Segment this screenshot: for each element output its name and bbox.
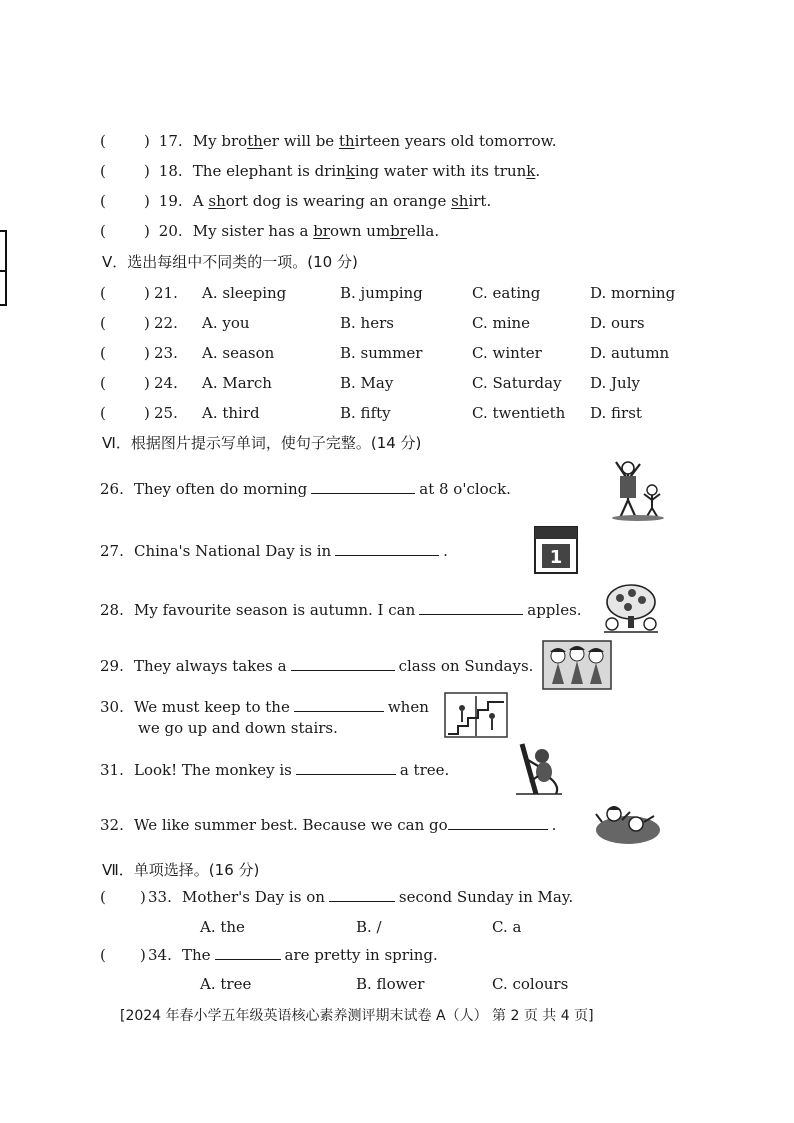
- question-22: ( ) 22. A. you B. hers C. mine D. ours: [100, 314, 645, 332]
- dance-class-picture: [542, 640, 612, 690]
- question-33: ( ) 33. Mother's Day is on second Sunday in May.: [100, 888, 574, 906]
- question-27: 27. China's National Day is in .: [100, 542, 448, 560]
- section-vi-title: Ⅵ．根据图片提示写单词，使句子完整。(14 分): [102, 434, 422, 452]
- binding-edge-mark: [0, 304, 6, 306]
- question-21: ( ) 21. A. sleeping B. jumping C. eating D. morning: [100, 284, 676, 302]
- option-a: A. sleeping: [202, 284, 287, 302]
- apple-tree-picture: [602, 582, 660, 634]
- question-25: ( ) 25. A. third B. fifty C. twentieth D. first: [100, 404, 642, 422]
- calendar-picture: [532, 524, 580, 576]
- question-33-options: [200, 916, 580, 938]
- question-29: 29. They always takes a class on Sundays.: [100, 657, 534, 675]
- question-19: ( ) 19. A short dog is wearing an orange shirt.: [100, 192, 492, 210]
- section-v-title: V．选出每组中不同类的一项。(10 分): [102, 253, 358, 271]
- section-vii-title: Ⅶ．单项选择。(16 分): [102, 861, 260, 879]
- option-c: C. mine: [472, 314, 531, 332]
- morning-exercises-picture: [606, 456, 666, 522]
- question-20: ( ) 20. My sister has a brown umbrella.: [100, 222, 440, 240]
- binding-edge-mark: [5, 230, 7, 306]
- option-a: A. third: [202, 404, 260, 422]
- question-30-line2: we go up and down stairs.: [138, 719, 338, 737]
- answer-blank[interactable]: [329, 887, 395, 902]
- option-a: A. March: [202, 374, 272, 392]
- stairs-picture: [444, 692, 508, 738]
- option-c: C. winter: [472, 344, 542, 362]
- option-c: C. Saturday: [472, 374, 562, 392]
- question-31: 31. Look! The monkey is a tree.: [100, 761, 450, 779]
- question-34: ( ) 34. The are pretty in spring.: [100, 946, 438, 964]
- answer-blank[interactable]: [215, 945, 281, 960]
- question-34-options: [200, 973, 580, 995]
- option-d: D. July: [590, 374, 640, 392]
- option-a: A. tree: [200, 975, 252, 993]
- option-d: D. autumn: [590, 344, 670, 362]
- question-24: ( ) 24. A. March B. May C. Saturday D. July: [100, 374, 640, 392]
- option-b: B. /: [356, 918, 382, 936]
- option-c: C. a: [492, 918, 522, 936]
- swimming-picture: [594, 798, 662, 848]
- option-a: A. the: [200, 918, 245, 936]
- answer-blank[interactable]: [335, 541, 439, 556]
- answer-blank[interactable]: [419, 600, 523, 615]
- question-18: ( ) 18. The elephant is drinking water with its trunk.: [100, 162, 541, 180]
- answer-blank[interactable]: [448, 815, 548, 830]
- page-footer: [2024 年春小学五年级英语核心素养测评期末试卷 A（人） 第 2 页 共 4 页]: [120, 1008, 594, 1024]
- option-b: B. jumping: [340, 284, 423, 302]
- option-c: C. colours: [492, 975, 569, 993]
- calendar-digit: 1: [549, 547, 563, 568]
- option-a: A. you: [202, 314, 250, 332]
- answer-blank[interactable]: [311, 479, 415, 494]
- question-28: 28. My favourite season is autumn. I can apples.: [100, 601, 582, 619]
- option-b: B. summer: [340, 344, 423, 362]
- option-d: D. first: [590, 404, 642, 422]
- binding-edge-mark: [0, 270, 6, 272]
- answer-blank[interactable]: [291, 656, 395, 671]
- option-b: B. May: [340, 374, 394, 392]
- answer-blank[interactable]: [294, 697, 384, 712]
- option-b: B. flower: [356, 975, 425, 993]
- option-b: B. fifty: [340, 404, 391, 422]
- option-d: D. ours: [590, 314, 645, 332]
- question-30: 30. We must keep to the when: [100, 698, 429, 716]
- question-26: 26. They often do morning at 8 o'clock.: [100, 480, 511, 498]
- answer-blank[interactable]: [296, 760, 396, 775]
- option-c: C. twentieth: [472, 404, 566, 422]
- question-17: ( ) 17. My brother will be thirteen years old tomorrow.: [100, 132, 557, 150]
- option-b: B. hers: [340, 314, 394, 332]
- question-23: ( ) 23. A. season B. summer C. winter D. autumn: [100, 344, 670, 362]
- monkey-climbing-picture: [516, 742, 564, 796]
- question-32: 32. We like summer best. Because we can go .: [100, 816, 557, 834]
- option-a: A. season: [202, 344, 275, 362]
- option-d: D. morning: [590, 284, 676, 302]
- option-c: C. eating: [472, 284, 541, 302]
